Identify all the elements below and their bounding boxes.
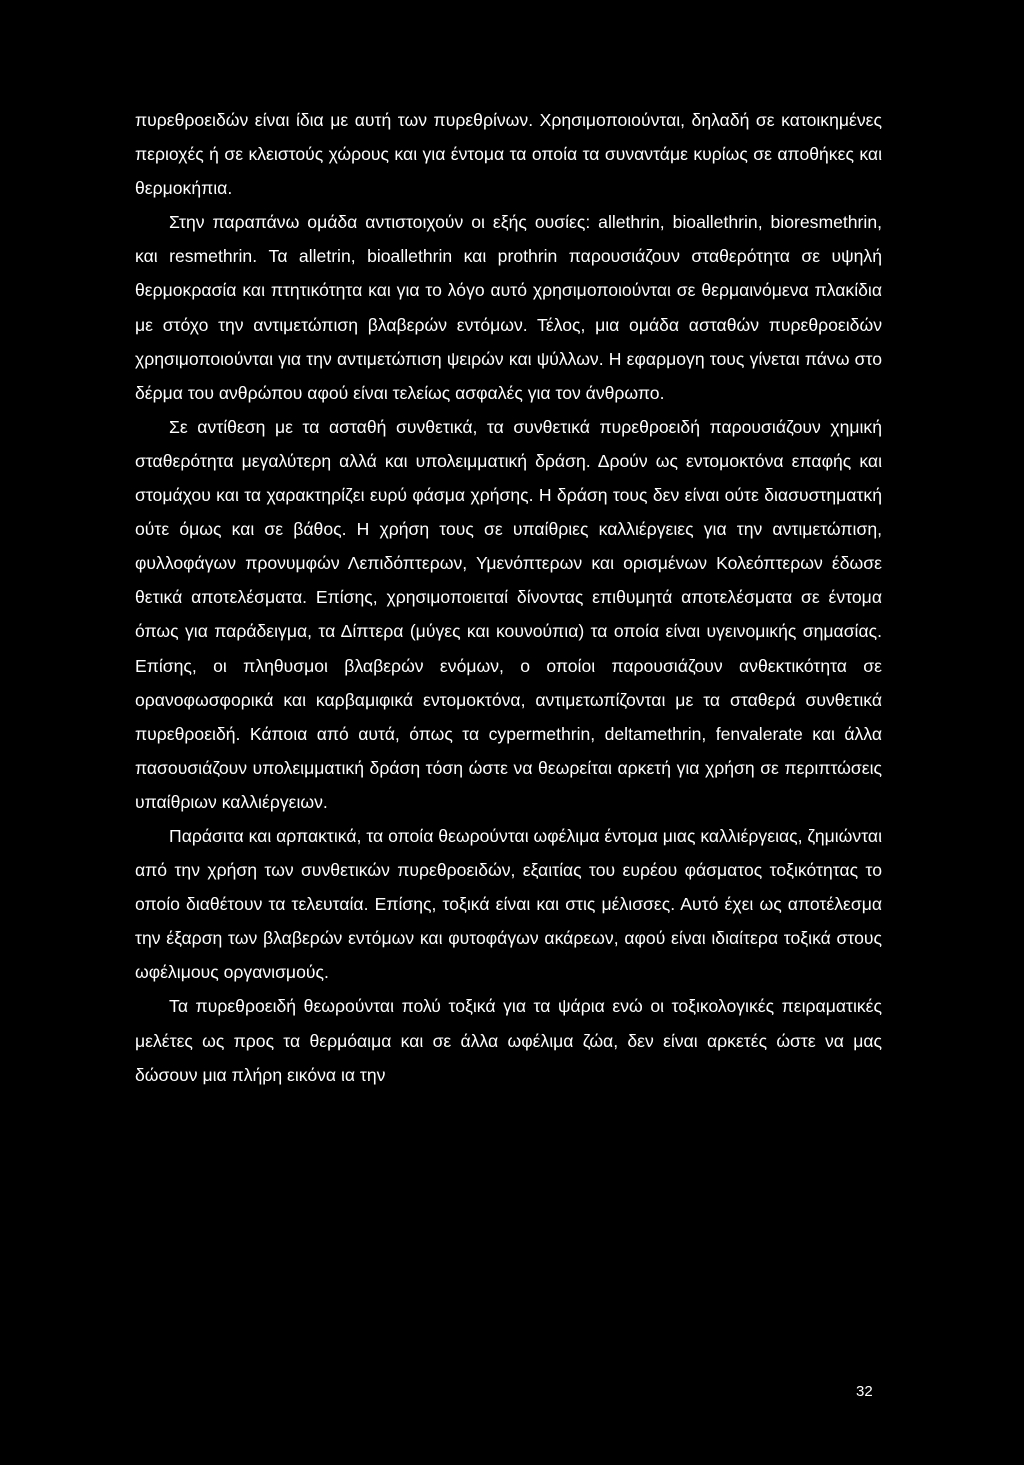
paragraph-beneficial-insects: Παράσιτα και αρπακτικά, τα οποία θεωρούνται ωφέλιμα έντομα μιας καλλιέργειας, ζημιώνται από την χρήση των συνθετικών πυρεθροειδών, εξαιτίας του ευρέου φάσματος τοξικότητας το οποίο διαθέτουν τα τελευταία. Επίσης, τοξικά είναι και στις μέλισσες. Αυτό έχει ως αποτέλεσμα την έξαρση των βλαβερών εντόμων και φυτοφάγων ακάρεων, αφού είναι ιδιαίτερα τοξικά στους ωφέλιμους οργανισμούς. — [135, 825, 882, 983]
paragraph-synthetic-pyrethroids: Σε αντίθεση με τα ασταθή συνθετικά, τα συνθετικά πυρεθροειδή παρουσιάζουν χημική σταθερότητα μεγαλύτερη αλλά και υπολειμματική δράση. Δρούν ως εντομοκτόνα επαφής και στομάχου και τα χαρακτηρίζει ευρύ φάσμα χρήσης. Η δράση τους δεν είναι ούτε διασυστηματκή ούτε όμως και σε βάθος. Η χρήση τους σε υπαίθριες καλλιέργειες για την αντιμετώπιση, φυλλοφάγων προνυμφών Λεπιδόπτερων, Υμενόπτερων και ορισμένων Κολεόπτερων έδωσε θετικά αποτελέσματα. Επίσης, χρησιμοποιειταί δίνοντας επιθυμητά αποτελέσματα σε έντομα όπως για παράδειγμα, τα Δίπτερα (μύγες και κουνούπια) τα οποία είναι υγεινομικής σημασίας. Επίσης, οι πληθυσμοι βλαβερών ενόμων, ο οποίοι παρουσιάζουν ανθεκτικότητα σε ορανοφωσφορικά και καρβαμιφικά εντομοκτόνα, αντιμετωπίζονται με τα σταθερά συνθετικά πυρεθροειδή. Κάποια από αυτά, όπως τα cypermethrin, deltamethrin, fenvalerate και άλλα πασουσιάζουν υπολειμματική δράση τόση ώστε να θεωρείται αρκετή για χρήση σε περιπτώσεις υπαίθριων καλλιέργειων. — [135, 416, 882, 812]
paragraph-continuation: πυρεθροειδών είναι ίδια με αυτή των πυρεθρίνων. Χρησιμοποιούνται, δηλαδή σε κατοικημένες περιοχές ή σε κλειστούς χώρους και για έντομα τα οποία τα συναντάμε κυρίως σε αποθήκες και θερμοκήπια. — [135, 110, 882, 199]
paragraph-substances: Στην παραπάνω ομάδα αντιστοιχούν οι εξής ουσίες: allethrin, bioallethrin, bioresmethrin, και resmethrin. Τα alletrin, bioallethrin και prothrin παρουσιάζουν σταθερότητα σε υψηλή θερμοκρασία και πτητικότητα και για το λόγο αυτό χρησιμοποιούνται σε θερμαινόμενα πλακίδια με στόχο την αντιμετώπιση βλαβερών εντόμων. Τέλος, μια ομάδα ασταθών πυρεθροειδών χρησιμοποιούνται για την αντιμετώπιση ψειρών και ψύλλων. Η εφαρμογη τους γίνεται πάνω στο δέρμα του ανθρώπου αφού είναι τελείως ασφαλές για τον άνθρωπο. — [135, 212, 882, 403]
body-text — [135, 103, 882, 1092]
paragraph-toxicity: Τα πυρεθροειδή θεωρούνται πολύ τοξικά για τα ψάρια ενώ οι τοξικολογικές πειραματικές μελέτες ως προς τα θερμόαιμα και σε άλλα ωφέλιμα ζώα, δεν είναι αρκετές ώστε να μας δώσουν μια πλήρη εικόνα ια την — [135, 996, 882, 1085]
page-number: 32 — [856, 1383, 873, 1400]
